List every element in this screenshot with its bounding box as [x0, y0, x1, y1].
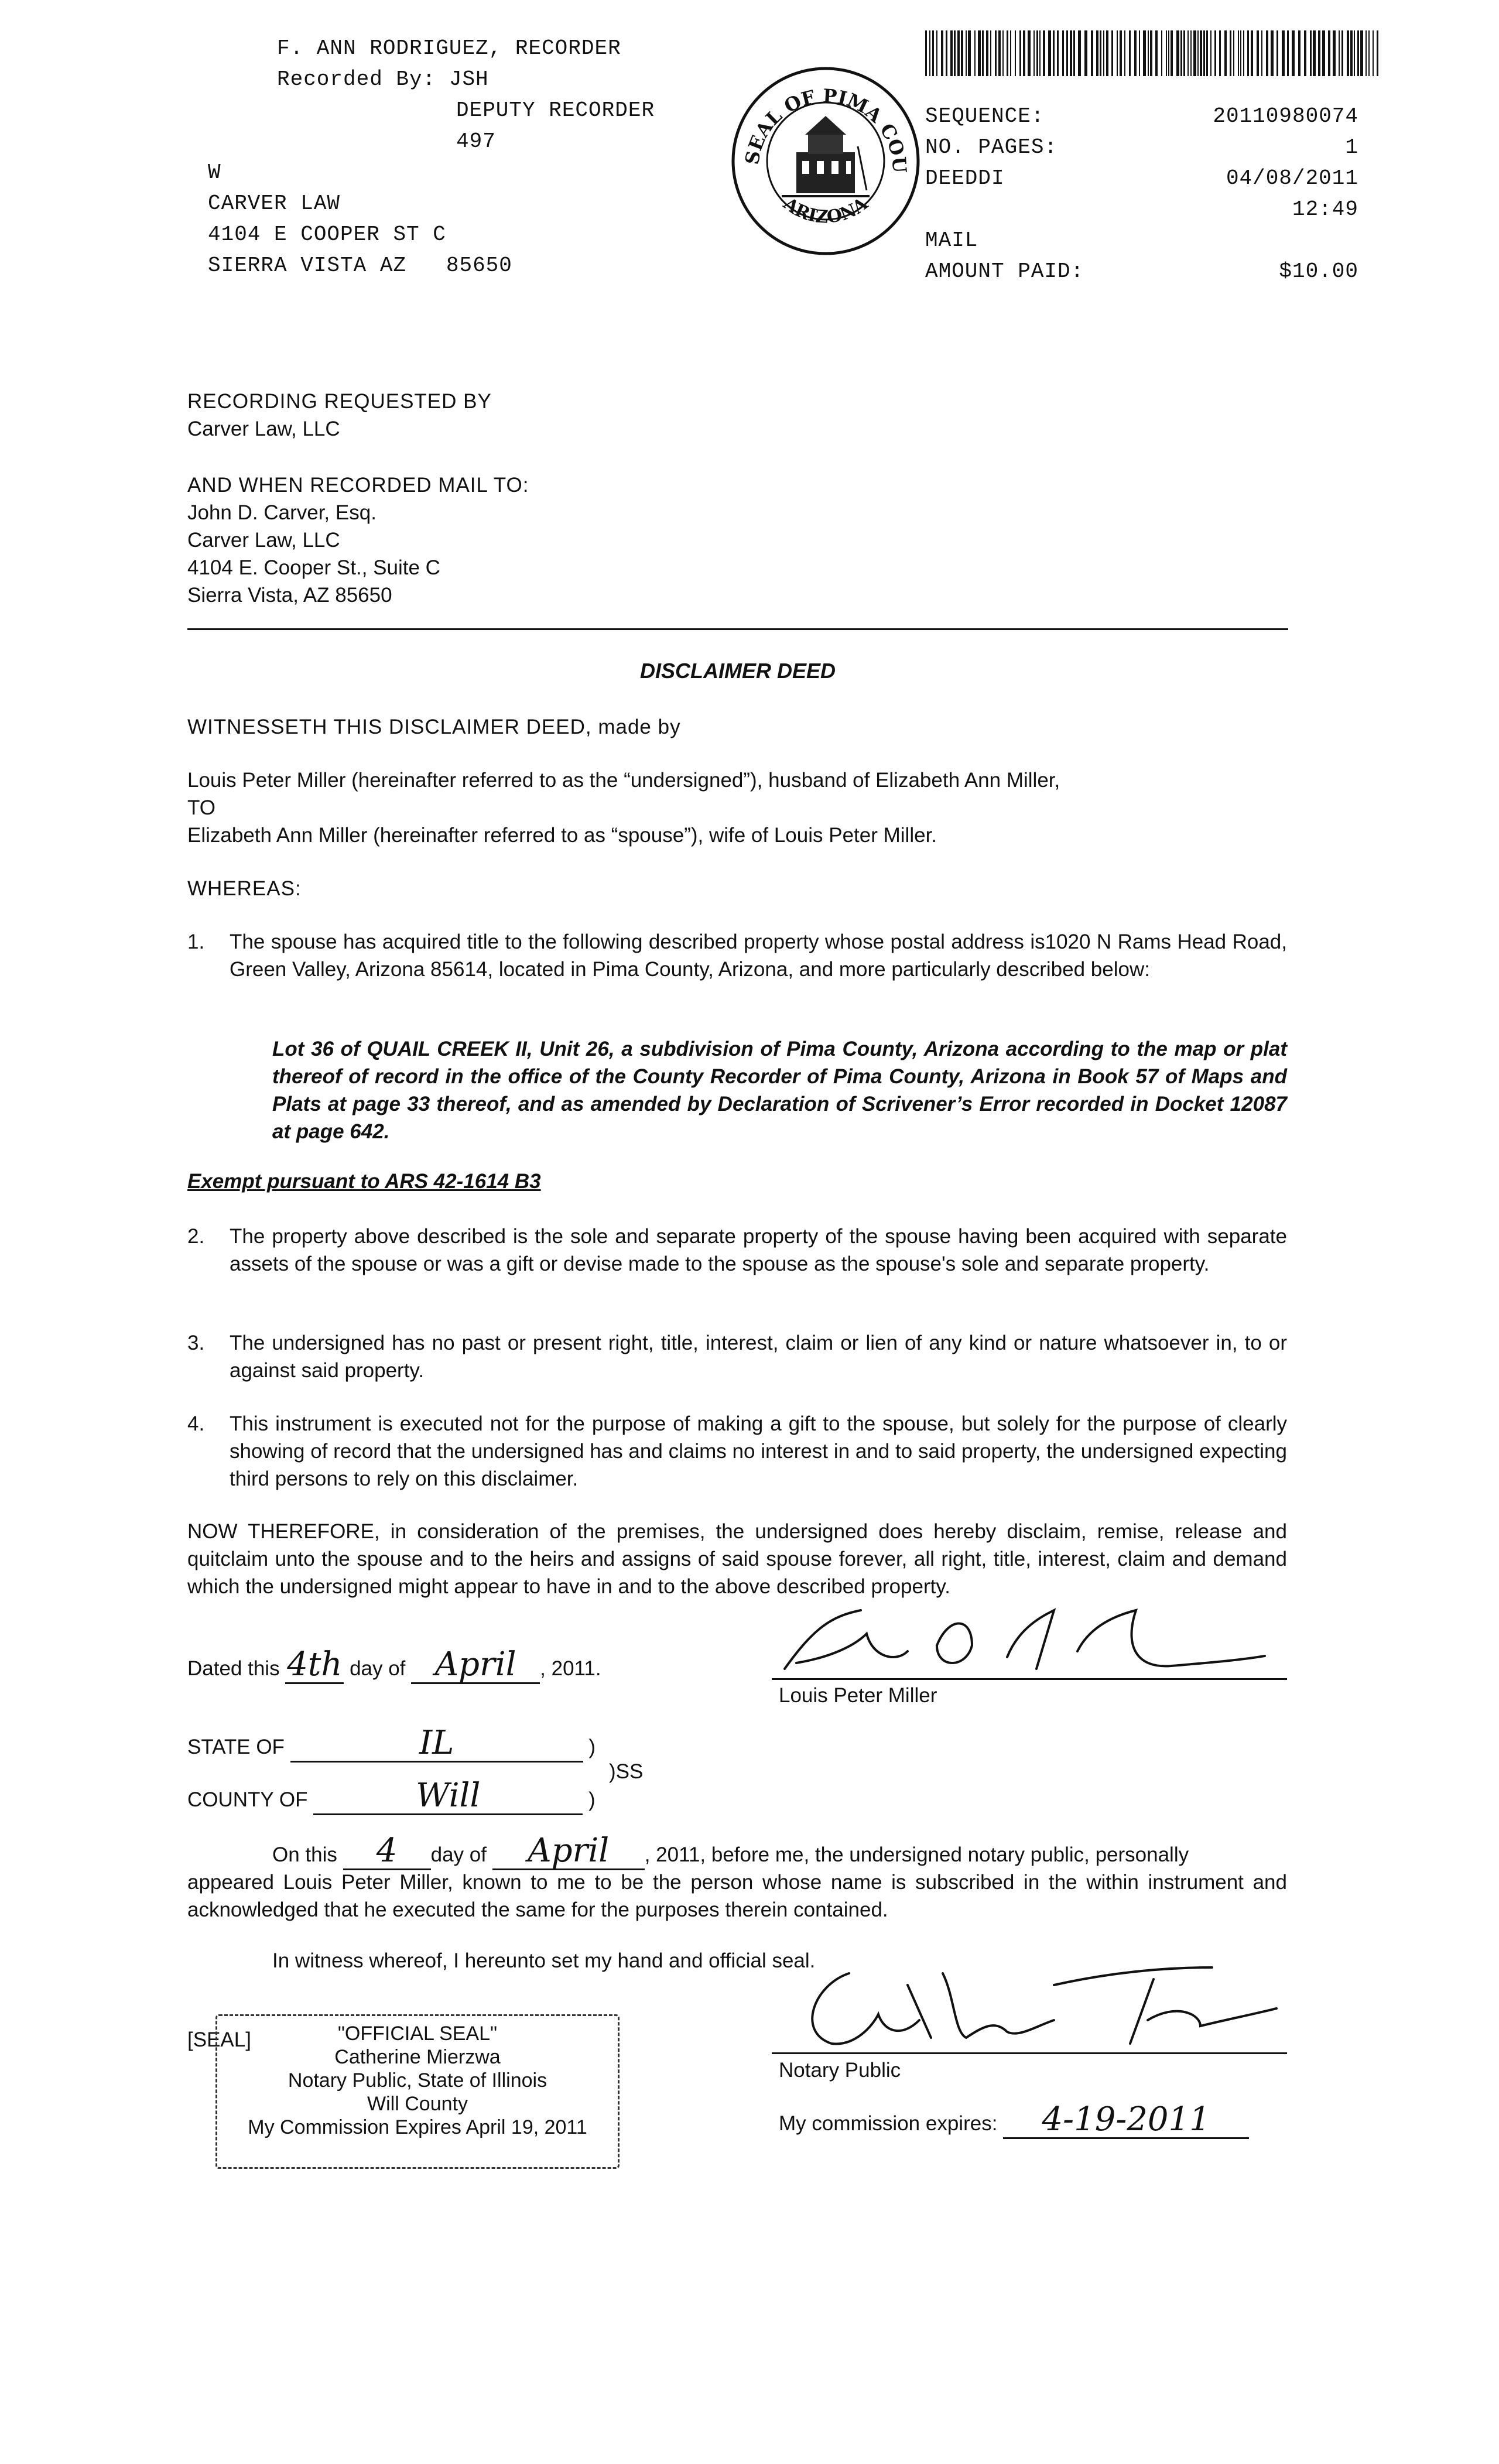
dated-month-blank — [411, 1645, 540, 1684]
dated-day-handwritten: 4th — [287, 1645, 343, 1683]
ack-month-blank — [492, 1832, 645, 1870]
barcode-bar — [1100, 30, 1101, 76]
recorder-name: F. ANN RODRIGUEZ, RECORDER — [277, 36, 621, 60]
state-label: STATE OF — [187, 1736, 285, 1758]
barcode-bar — [961, 30, 963, 76]
barcode-bar — [1106, 30, 1108, 76]
barcode-bar — [1039, 30, 1041, 76]
barcode-bar — [998, 30, 1001, 76]
barcode-bar — [1171, 30, 1173, 76]
item-2-text: The property above described is the sole and separate property of the spouse having been acquired with separate assets of the spouse or was a gift or devise made to the spouse as the spouse's sole and separate property. — [230, 1225, 1287, 1275]
whereas-item-3 — [187, 1329, 1287, 1384]
county-seal-graphic — [729, 64, 922, 258]
barcode-bar — [1124, 30, 1125, 76]
barcode-bar — [1276, 30, 1278, 76]
commission-expires-line — [779, 2100, 1249, 2139]
ack-day-blank — [343, 1832, 431, 1870]
barcode-bar — [1190, 30, 1192, 76]
barcode-bar — [1203, 30, 1205, 76]
barcode-bar — [1033, 30, 1035, 76]
stamp-notary-name: Catherine Mierzwa — [334, 2046, 501, 2068]
party-undersigned: Louis Peter Miller (hereinafter referred to as the “undersigned”), husband of Elizabeth Ann Miller, — [187, 769, 1060, 792]
legal-description: Lot 36 of QUAIL CREEK II, Unit 26, a subdivision of Pima County, Arizona according to the map or plat thereof of record in the office of the County Recorder of Pima County, Arizona in Book 57 of Maps and Plats at page 33 thereof, and as amended by Declaration of Scrivener’s Error recorded in Docket 12087 at page 642. — [272, 1038, 1287, 1143]
notary-signature — [779, 1950, 1282, 2055]
barcode-bar — [1304, 30, 1306, 76]
recorder-w: W — [208, 160, 221, 184]
barcode-bar — [1057, 30, 1059, 76]
barcode-bar — [1096, 30, 1098, 76]
witnesseth: WITNESSETH THIS DISCLAIMER DEED, made by — [187, 716, 681, 738]
barcode-bar — [1350, 30, 1353, 76]
barcode-bar — [1214, 30, 1216, 76]
pages-value: 1 — [1345, 135, 1358, 159]
dated-day-blank — [285, 1645, 344, 1684]
item-3-number: 3. — [187, 1332, 205, 1354]
header-divider — [187, 628, 1288, 630]
whereas-item-2 — [187, 1223, 1287, 1278]
mail-to-block — [187, 471, 529, 609]
mail-to-line1: John D. Carver, Esq. — [187, 501, 377, 524]
svg-text:ARIZONA — [779, 193, 872, 228]
barcode-bar — [1313, 30, 1316, 76]
barcode-bar — [1168, 30, 1169, 76]
barcode-bar — [1070, 30, 1072, 76]
item-1-text: The spouse has acquired title to the following described property whose postal address is1020 N Rams Head Road, Green Valley, Arizona 85614, located in Pima County, Arizona, and more particularly described below: — [230, 930, 1287, 981]
barcode-bar — [1062, 30, 1064, 76]
barcode-bar — [1036, 30, 1038, 76]
barcode-bar — [1357, 30, 1359, 76]
barcode-bar — [1078, 30, 1081, 76]
barcode-bar — [990, 30, 991, 76]
whereas-item-1 — [187, 928, 1287, 983]
stamp-official-seal: "OFFICIAL SEAL" — [337, 2022, 498, 2045]
barcode-bar — [1084, 30, 1087, 76]
barcode-bar — [1010, 30, 1011, 76]
stamp-county: Will County — [367, 2093, 468, 2115]
barcode-bar — [1377, 30, 1378, 76]
barcode-bar — [1360, 30, 1363, 76]
dated-day-of: day of — [350, 1657, 406, 1680]
recording-requested — [187, 388, 492, 443]
barcode-bar — [1238, 30, 1239, 76]
county-line — [187, 1777, 596, 1815]
barcode-bar — [1230, 30, 1231, 76]
barcode-bar — [986, 30, 988, 76]
item-3-text: The undersigned has no past or present right, title, interest, claim or lien of any kind or nature whatsoever in, to or against said property. — [230, 1332, 1287, 1382]
barcode-bar — [1129, 30, 1131, 76]
seal-text-top: SEAL OF PIMA COU — [741, 84, 911, 174]
signer-signature — [761, 1593, 1276, 1686]
ss-label: )SS — [609, 1760, 644, 1783]
barcode-bar — [950, 30, 953, 76]
commission-expires-blank — [1003, 2100, 1249, 2139]
mail-to-line3: 4104 E. Cooper St., Suite C — [187, 556, 440, 579]
barcode-bar — [995, 30, 997, 76]
witness-line: In witness whereof, I hereunto set my hand and official seal. — [272, 1949, 816, 1972]
barcode-bar — [1139, 30, 1140, 76]
barcode-bar — [1354, 30, 1355, 76]
requested-heading: RECORDING REQUESTED BY — [187, 390, 492, 413]
barcode-bar — [1200, 30, 1202, 76]
dated-year: , 2011. — [540, 1657, 601, 1680]
recorder-block — [208, 33, 655, 281]
barcode-bar — [1150, 30, 1152, 76]
item-4-text: This instrument is executed not for the purpose of making a gift to the spouse, but solely for the purpose of clearly showing of record that the undersigned has and claims no interest in and to said property, the undersigned expecting third persons to rely on this disclaimer. — [230, 1412, 1287, 1490]
barcode-bar — [968, 30, 971, 76]
barcode-bar — [941, 30, 943, 76]
dated-month-handwritten: April — [434, 1645, 516, 1683]
barcode-bar — [1197, 30, 1199, 76]
barcode-bar — [1341, 30, 1343, 76]
barcode-bar — [982, 30, 984, 76]
item-4-number: 4. — [187, 1412, 205, 1435]
pages-label: NO. PAGES: — [925, 135, 1058, 159]
barcode-bar — [1180, 30, 1182, 76]
state-line — [187, 1724, 596, 1763]
barcode-bar — [1240, 30, 1241, 76]
barcode-bar — [1002, 30, 1004, 76]
barcode-bar — [1187, 30, 1189, 76]
mail-to-line4: Sierra Vista, AZ 85650 — [187, 584, 392, 607]
barcode-bar — [1176, 30, 1179, 76]
barcode-bar — [966, 30, 967, 76]
now-therefore: NOW THEREFORE, in consideration of the premises, the undersigned does hereby disclaim, remise, release and quitclaim unto the spouse and to the heirs and assigns of said spouse forever, all right, title, interest, claim and demand which the undersigned might appear to have in and to the above described property. — [187, 1520, 1287, 1598]
barcode-bar — [1066, 30, 1068, 76]
barcode-bar — [1219, 30, 1221, 76]
sequence-label: SEQUENCE: — [925, 104, 1045, 128]
barcode-bar — [1103, 30, 1104, 76]
barcode-bar — [974, 30, 976, 76]
barcode-bar — [1183, 30, 1185, 76]
barcode-bar — [1266, 30, 1268, 76]
recorder-addr1: CARVER LAW — [208, 191, 341, 215]
barcode-bar — [1091, 30, 1093, 76]
time-value: 12:49 — [1292, 197, 1358, 221]
barcode-bar — [1257, 30, 1259, 76]
barcode-bar — [1206, 30, 1208, 76]
type-label: DEEDDI — [925, 166, 1005, 190]
stamp-expiration: My Commission Expires April 19, 2011 — [248, 2116, 587, 2138]
barcode-bar — [1328, 30, 1330, 76]
barcode-bar — [978, 30, 981, 76]
item-1-number: 1. — [187, 930, 205, 953]
on-this-label: On this — [272, 1843, 337, 1866]
barcode-bar — [1247, 30, 1249, 76]
barcode-bar — [1368, 30, 1370, 76]
amount-label: AMOUNT PAID: — [925, 259, 1084, 283]
county-label: COUNTY OF — [187, 1788, 308, 1811]
document-barcode — [925, 30, 1382, 76]
barcode-bar — [1282, 30, 1285, 76]
commission-expires-handwritten: 4-19-2011 — [1042, 2100, 1210, 2138]
barcode-bar — [1028, 30, 1031, 76]
mail-to-heading: AND WHEN RECORDED MAIL TO: — [187, 474, 529, 497]
seal-label: [SEAL] — [187, 2028, 251, 2051]
county-paren: ) — [588, 1788, 596, 1811]
recorder-title: DEPUTY RECORDER — [456, 98, 655, 122]
county-seal — [729, 64, 922, 258]
recorded-by: Recorded By: JSH — [277, 67, 489, 91]
barcode-bar — [1120, 30, 1122, 76]
barcode-bar — [1161, 30, 1162, 76]
ack-month-handwritten: April — [528, 1832, 610, 1870]
exemption-note: Exempt pursuant to ARS 42-1614 B3 — [187, 1170, 541, 1193]
barcode-bar — [1143, 30, 1146, 76]
barcode-bar — [1111, 30, 1113, 76]
barcode-bar — [1134, 30, 1137, 76]
barcode-bar — [1210, 30, 1211, 76]
barcode-bar — [1298, 30, 1300, 76]
barcode-bar — [1373, 30, 1374, 76]
commission-expires-label: My commission expires: — [779, 2112, 998, 2135]
signer-name: Louis Peter Miller — [779, 1684, 937, 1707]
barcode-bar — [1224, 30, 1227, 76]
party-to: TO — [187, 796, 215, 819]
barcode-bar — [1261, 30, 1262, 76]
state-paren: ) — [588, 1736, 596, 1758]
barcode-bar — [1166, 30, 1167, 76]
barcode-bar — [1117, 30, 1118, 76]
barcode-bar — [1023, 30, 1025, 76]
barcode-bar — [1053, 30, 1055, 76]
barcode-bar — [1318, 30, 1320, 76]
state-blank — [290, 1724, 583, 1763]
party-spouse: Elizabeth Ann Miller (hereinafter referred to as “spouse”), wife of Louis Peter Miller. — [187, 824, 937, 847]
item-2-number: 2. — [187, 1225, 205, 1248]
barcode-bar — [1292, 30, 1295, 76]
mail-label: MAIL — [925, 228, 978, 252]
acknowledgment-clause: appeared Louis Peter Miller, known to me to be the person whose name is subscribed in the within instrument and acknowledged that he executed the same for the purposes therein contained. — [187, 1871, 1287, 1921]
stamp-state: Notary Public, State of Illinois — [288, 2069, 547, 2092]
county-handwritten: Will — [416, 1777, 481, 1815]
barcode-bar — [1233, 30, 1234, 76]
county-blank — [313, 1777, 583, 1815]
barcode-bar — [925, 30, 927, 76]
ack-tail: , 2011, before me, the undersigned notary public, personally — [644, 1843, 1189, 1866]
barcode-bar — [946, 30, 947, 76]
barcode-bar — [1155, 30, 1158, 76]
barcode-bar — [1048, 30, 1051, 76]
ack-day-of: day of — [430, 1843, 487, 1866]
barcode-bar — [1007, 30, 1008, 76]
barcode-bar — [1043, 30, 1045, 76]
barcode-bar — [1019, 30, 1021, 76]
barcode-bar — [1251, 30, 1253, 76]
barcode-bar — [1310, 30, 1312, 76]
dated-line — [187, 1645, 601, 1684]
state-handwritten: IL — [419, 1724, 454, 1762]
deed-title: DISCLAIMER DEED — [639, 659, 836, 683]
mail-to-line2: Carver Law, LLC — [187, 529, 340, 552]
barcode-bar — [936, 30, 937, 76]
barcode-bar — [1073, 30, 1075, 76]
notary-public-label: Notary Public — [779, 2059, 901, 2082]
barcode-bar — [1148, 30, 1149, 76]
ack-day-handwritten: 4 — [376, 1832, 398, 1870]
whereas: WHEREAS: — [187, 877, 302, 900]
barcode-graphic — [925, 30, 1382, 76]
barcode-bar — [1193, 30, 1196, 76]
barcode-bar — [1347, 30, 1349, 76]
barcode-bar — [1339, 30, 1340, 76]
barcode-bar — [1333, 30, 1336, 76]
dated-prefix: Dated this — [187, 1657, 280, 1680]
barcode-bar — [932, 30, 934, 76]
whereas-item-4 — [187, 1410, 1287, 1493]
notary-stamp — [215, 2014, 620, 2169]
acknowledgment-first-line — [272, 1832, 1189, 1870]
barcode-bar — [929, 30, 930, 76]
barcode-bar — [1015, 30, 1016, 76]
barcode-bar — [1287, 30, 1289, 76]
sequence-value: 20110980074 — [1213, 104, 1358, 128]
signer-signature-line — [772, 1678, 1287, 1680]
barcode-bar — [1365, 30, 1367, 76]
recording-info — [925, 101, 1358, 287]
barcode-bar — [1271, 30, 1274, 76]
recorder-number: 497 — [456, 129, 496, 153]
seal-text-bottom: ARIZONA — [779, 193, 872, 228]
barcode-bar — [954, 30, 956, 76]
amount-value: $10.00 — [1279, 259, 1358, 283]
notary-signature-line — [772, 2052, 1287, 2054]
requested-name: Carver Law, LLC — [187, 417, 340, 440]
recorder-addr3: SIERRA VISTA AZ 85650 — [208, 254, 512, 278]
recorder-addr2: 4104 E COOPER ST C — [208, 223, 446, 247]
barcode-bar — [1322, 30, 1325, 76]
barcode-bar — [957, 30, 960, 76]
barcode-bar — [1243, 30, 1244, 76]
date-value: 04/08/2011 — [1226, 166, 1358, 190]
